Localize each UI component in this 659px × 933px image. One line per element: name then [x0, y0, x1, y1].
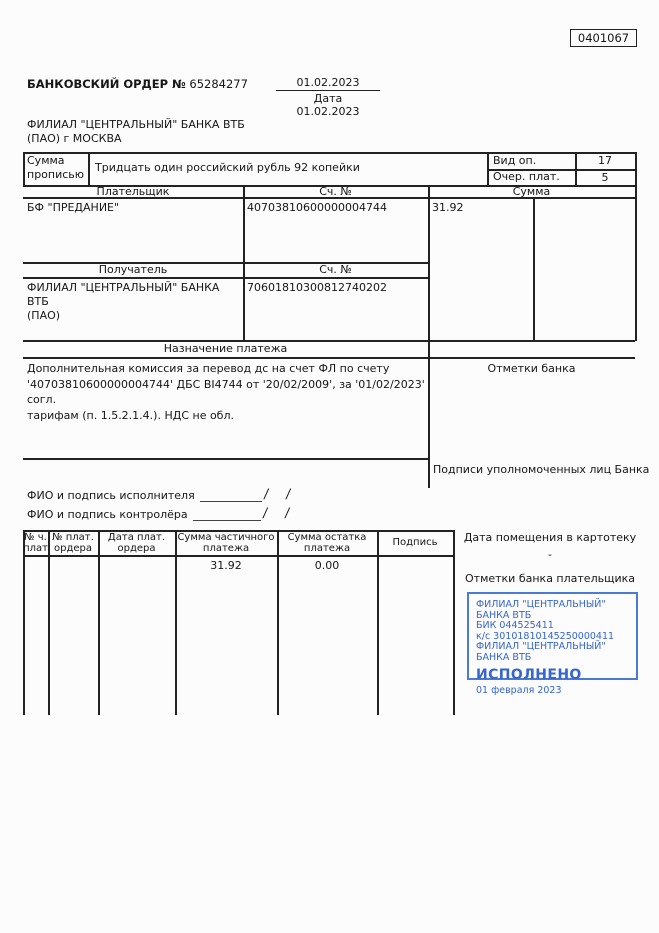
remainder-sum-value: 0.00 — [314, 558, 340, 572]
rule-line — [23, 555, 453, 557]
date-value-bottom: 01.02.2023 — [296, 105, 360, 118]
stamp-date: 01 февраля 2023 — [476, 685, 562, 697]
controller-signature-row — [27, 507, 289, 521]
rule-line — [48, 530, 50, 715]
executor-signature-row — [27, 488, 291, 502]
col-header-order-number: № плат. ордера — [52, 531, 94, 554]
title-label: БАНКОВСКИЙ ОРДЕР № — [27, 77, 186, 91]
rule-line — [453, 530, 455, 715]
rule-line — [23, 152, 635, 154]
bank-signatures-label: Подписи уполномоченных лиц Банка — [433, 463, 650, 476]
stamp-bik: БИК 044525411 — [476, 620, 554, 632]
signature-blank-line — [193, 509, 261, 521]
recipient-name — [27, 281, 237, 323]
form-code-box — [570, 29, 637, 47]
purpose-line1: Дополнительная комиссия за перевод дс на счет ФЛ по счету — [27, 362, 390, 375]
bank-marks-label: Отметки банка — [487, 362, 576, 375]
payer-bank-marks-label: Отметки банка плательщика — [465, 571, 635, 585]
purpose-line2: '40703810600000004744' ДБС BI4744 от '20/02/2009', за '01/02/2023' согл. — [27, 377, 425, 406]
recipient-header: Получатель — [98, 263, 168, 276]
payer-name: БФ "ПРЕДАНИЕ" — [27, 201, 120, 214]
sum-header: Сумма — [512, 184, 551, 198]
document-title — [27, 77, 248, 91]
rule-line — [23, 458, 428, 460]
payment-priority-label: Очер. плат. — [493, 170, 560, 183]
purpose-text — [27, 361, 431, 423]
amount-words-value: Тридцать один российский рубль 92 копейки — [95, 161, 360, 174]
bank-execution-stamp — [467, 592, 638, 697]
stamp-corr-account: к/с 30101810145250000411 — [476, 630, 615, 642]
recipient-name-line2: (ПАО) — [27, 309, 61, 322]
rule-line — [23, 530, 25, 715]
card-index-label: Дата помещения в картотеку — [463, 530, 637, 544]
col-header-signature: Подпись — [392, 537, 438, 548]
rule-line — [635, 152, 637, 341]
stamp-bank-line1: ФИЛИАЛ "ЦЕНТРАЛЬНЫЙ" БАНКА ВТБ — [476, 599, 606, 621]
rule-line — [23, 152, 25, 186]
date-block — [276, 76, 380, 118]
operation-type-label: Вид оп. — [493, 154, 537, 167]
purpose-header: Назначение платежа — [163, 342, 288, 355]
purpose-line3: тарифам (п. 1.5.2.1.4.). НДС не обл. — [27, 408, 234, 422]
stamp-status: ИСПОЛНЕНО — [476, 666, 582, 683]
rule-line — [533, 197, 535, 341]
date-value-top: 01.02.2023 — [276, 76, 380, 91]
payer-account-header: Сч. № — [319, 184, 352, 198]
amount-words-label: Сумма прописью — [27, 154, 85, 181]
card-index-value: - — [548, 547, 552, 561]
order-number: 65284277 — [189, 77, 248, 91]
col-header-partial-sum: Сумма частичного платежа — [177, 531, 275, 554]
operation-type-value: 17 — [598, 154, 612, 167]
payer-sum: 31.92 — [432, 201, 464, 214]
signature-blank-line — [200, 490, 262, 502]
slash-mark: / — [285, 487, 292, 502]
stamp-bank-line2: ФИЛИАЛ "ЦЕНТРАЛЬНЫЙ" БАНКА ВТБ — [476, 641, 606, 663]
slash-mark: / — [261, 506, 269, 521]
rule-line — [23, 277, 428, 279]
recipient-account: 70601810300812740202 — [247, 281, 387, 294]
rule-line — [428, 185, 430, 488]
slash-mark: / — [283, 506, 291, 521]
col-header-order-date: Дата плат. ордера — [107, 531, 166, 554]
bank-name-line1: ФИЛИАЛ "ЦЕНТРАЛЬНЫЙ" БАНКА ВТБ — [27, 118, 245, 131]
issuing-bank-name — [27, 118, 245, 146]
rule-line — [98, 530, 100, 715]
payer-header: Плательщик — [96, 184, 170, 198]
col-header-partial-number: № ч. плат — [23, 531, 48, 554]
form-code: 0401067 — [577, 31, 630, 45]
rule-line — [487, 152, 489, 186]
rule-line — [377, 530, 379, 715]
payer-account: 40703810600000004744 — [247, 201, 387, 214]
rule-line — [23, 357, 635, 359]
recipient-account-header: Сч. № — [319, 263, 352, 276]
controller-signature-label: ФИО и подпись контролёра — [27, 508, 188, 521]
slash-mark: / — [262, 487, 270, 502]
date-label: Дата — [313, 92, 343, 105]
rule-line — [88, 152, 90, 186]
payment-priority-value: 5 — [601, 170, 609, 184]
col-header-remainder-sum: Сумма остатка платежа — [287, 531, 367, 554]
partial-sum-value: 31.92 — [210, 558, 242, 572]
recipient-name-line1: ФИЛИАЛ "ЦЕНТРАЛЬНЫЙ" БАНКА ВТБ — [27, 281, 220, 308]
bank-name-line2: (ПАО) г МОСКВА — [27, 132, 122, 145]
executor-signature-label: ФИО и подпись исполнителя — [27, 489, 195, 502]
